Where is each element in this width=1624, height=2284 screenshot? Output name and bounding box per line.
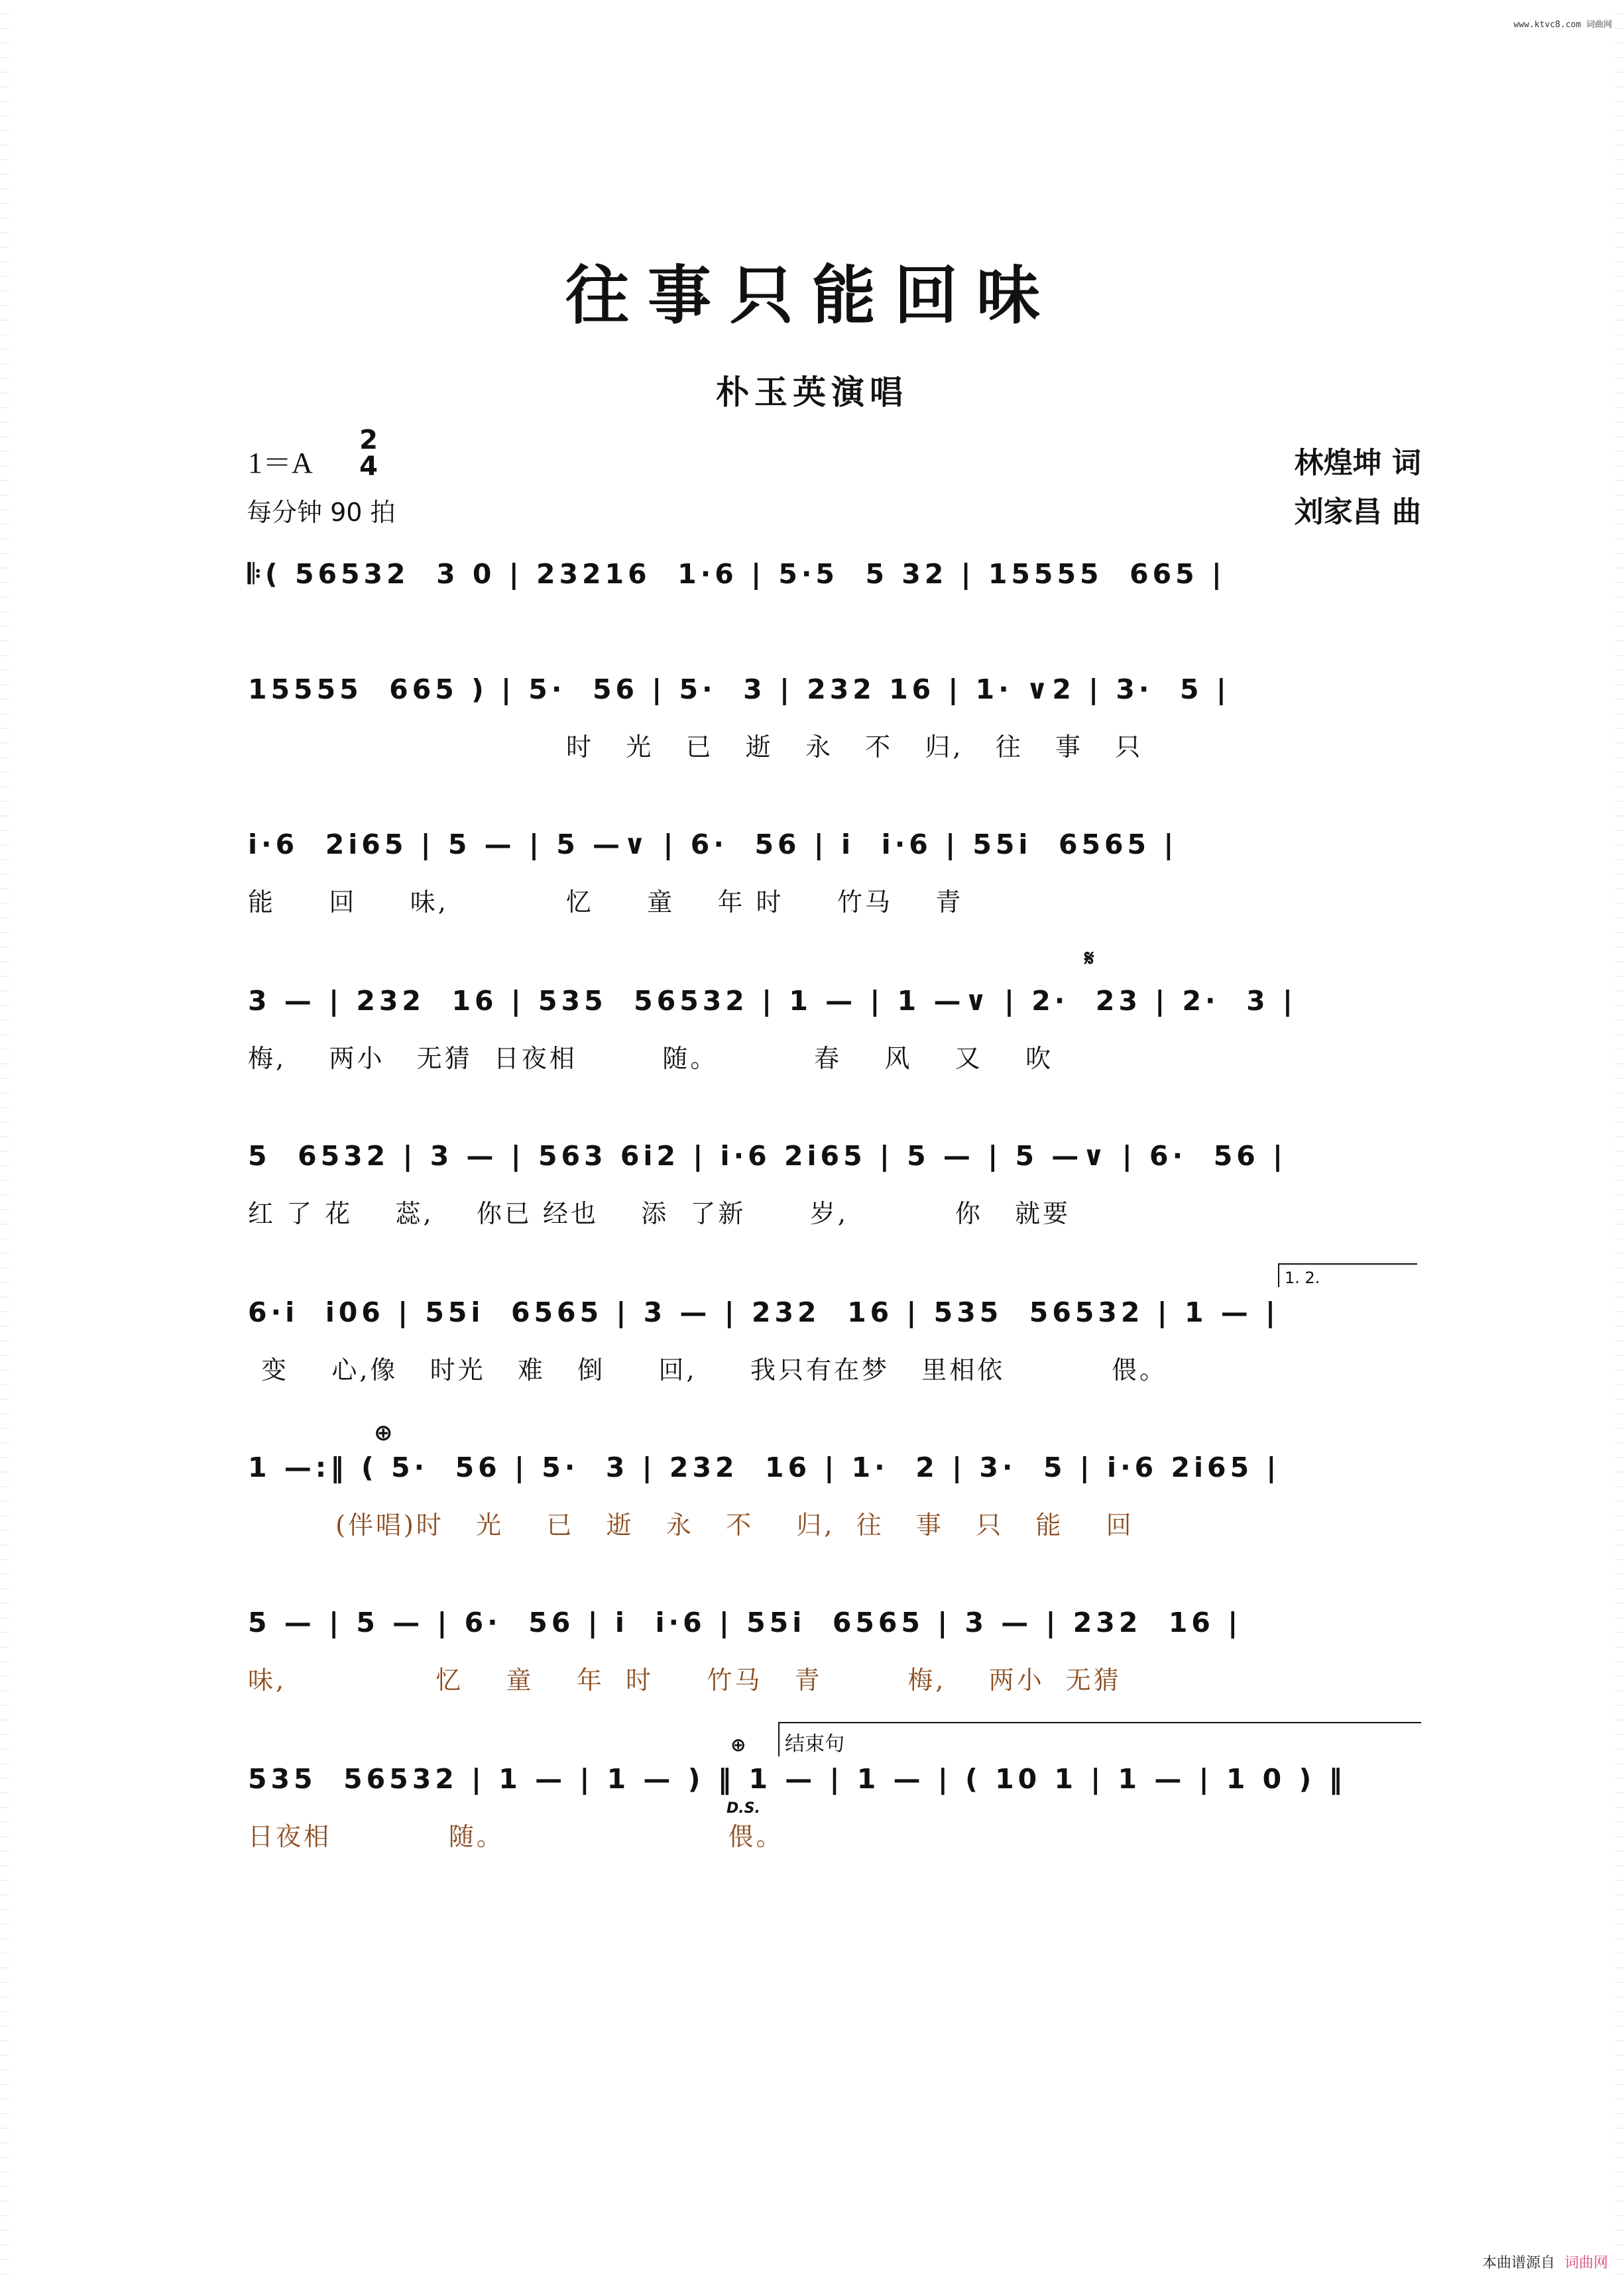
notation: 5 — | 5 — | 6· 56 | i i·6 | 55i 6565 | 3 — | 232 16 |	[248, 1607, 1242, 1638]
key-signature: 1＝A	[248, 447, 313, 479]
lyrics: 能 回 味, 忆 童 年 时 竹马 青	[248, 887, 964, 917]
site-watermark-bottom	[1482, 2252, 1608, 2272]
lyrics: 日夜相 随。 偎。	[248, 1822, 784, 1851]
ds-marking: D.S.	[726, 1800, 760, 1817]
score-line-6	[248, 1269, 1421, 1385]
lyrics: 红 了 花 蕊, 你已 经也 添 了新 岁, 你 就要	[248, 1199, 1071, 1228]
source-text: 本曲谱源自	[1481, 2255, 1555, 2271]
time-signature	[355, 427, 382, 480]
tempo-marking: 每分钟 90 拍	[247, 498, 396, 527]
score-line-2	[248, 673, 1421, 762]
coda-sign-end: ⊕	[730, 1734, 746, 1756]
score-line-7	[248, 1420, 1421, 1540]
coda-sign: ⊕	[374, 1420, 393, 1446]
lyrics: 变 心,像 时光 难 倒 回, 我只有在梦 里相依 偎。	[261, 1355, 1168, 1385]
notation: 𝄆( 56532 3 0 | 23216 1·6 | 5·5 5 32 | 15555 665 |	[248, 558, 1226, 590]
score-line-1	[248, 558, 1421, 591]
score-line-9	[248, 1733, 1421, 1851]
volta-bracket: 1. 2.	[1278, 1263, 1417, 1287]
notation: 1 —:‖ ( 5· 56 | 5· 3 | 232 16 | 1· 2 | 3· 5 | i·6 2i65 |	[248, 1452, 1281, 1483]
composer-credit: 刘家昌 曲	[1294, 495, 1421, 529]
brand-link[interactable]: 词曲网	[1564, 2255, 1608, 2271]
site-watermark-top: www.ktvc8.com 词曲网	[1513, 20, 1612, 30]
right-border	[1615, 0, 1624, 2284]
song-subtitle: 朴玉英演唱	[716, 372, 908, 412]
lyrics: 时 光 已 逝 永 不 归, 往 事 只	[566, 732, 1143, 762]
score-line-5	[248, 1140, 1421, 1228]
left-border	[0, 0, 9, 2284]
notation: 15555 665 ) | 5· 56 | 5· 3 | 232 16 | 1· ∨2 | 3· 5 |	[248, 673, 1230, 705]
score-line-8	[248, 1607, 1421, 1695]
lyrics: 味, 忆 童 年 时 竹马 青 梅, 两小 无猜	[248, 1666, 1122, 1695]
time-top: 2	[359, 425, 378, 455]
notation: 535 56532 | 1 — | 1 — ) ‖ 1 — | 1 — | ( 10 1 | 1 — | 1 0 ) ‖	[248, 1763, 1346, 1795]
notation: i·6 2i65 | 5 — | 5 —∨ | 6· 56 | i i·6 | 55i 6565 |	[248, 828, 1178, 860]
segno-sign: 𝄋	[1084, 945, 1094, 972]
score-line-3	[248, 828, 1421, 917]
song-title: 往事只能回味	[565, 258, 1059, 333]
notation: 6·i i06 | 55i 6565 | 3 — | 232 16 | 535 56532 | 1 — |	[248, 1296, 1280, 1328]
time-bottom: 4	[359, 451, 378, 482]
lyrics: (伴唱)时 光 已 逝 永 不 归, 往 事 只 能 回	[314, 1511, 1134, 1540]
ending-bracket: 结束句	[778, 1722, 1421, 1756]
score-line-4	[248, 945, 1421, 1073]
notation: 3 — | 232 16 | 535 56532 | 1 — | 1 —∨ | 2· 23 | 2· 3 |	[248, 985, 1297, 1017]
lyrics: 梅, 两小 无猜 日夜相 随。 春 风 又 吹	[248, 1044, 1054, 1073]
notation: 5 6532 | 3 — | 563 6i2 | i·6 2i65 | 5 — | 5 —∨ | 6· 56 |	[248, 1140, 1287, 1172]
lyricist-credit: 林煌坤 词	[1294, 446, 1421, 480]
